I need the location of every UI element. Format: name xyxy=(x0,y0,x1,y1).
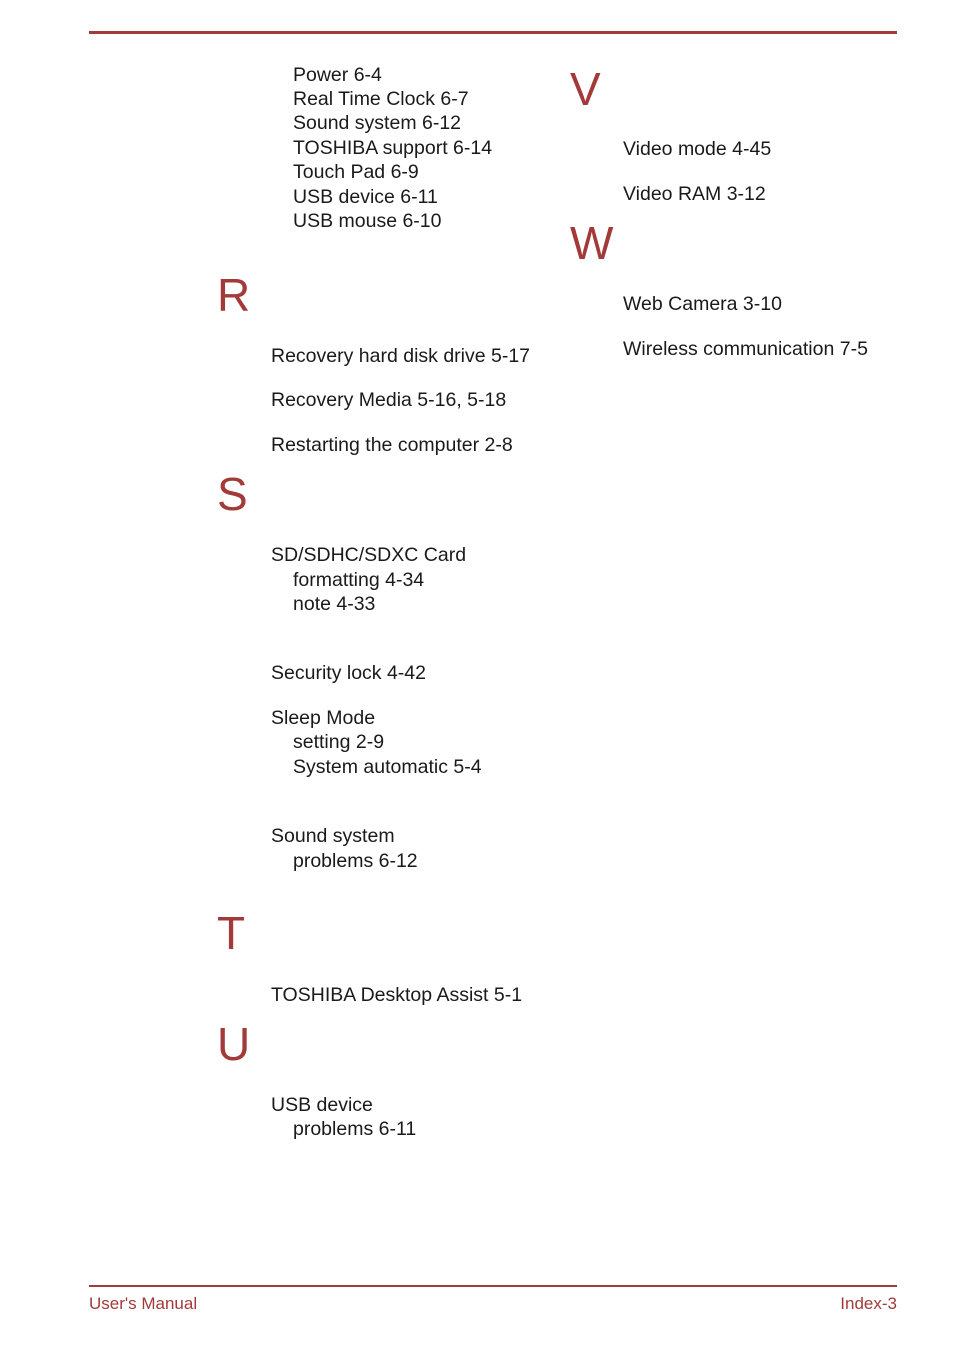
index-entry: Recovery hard disk drive 5-17 xyxy=(271,345,531,367)
header-rule xyxy=(89,31,897,34)
index-entry: Wireless communication 7-5 xyxy=(623,338,868,360)
index-subentry: problems 6-11 xyxy=(293,1118,417,1140)
section-letter-t: T xyxy=(217,907,246,959)
index-subentry: Power 6-4 xyxy=(293,64,382,86)
index-entry: USB device xyxy=(271,1094,373,1116)
index-subentry: TOSHIBA support 6-14 xyxy=(293,137,493,159)
index-entry: Web Camera 3-10 xyxy=(623,293,782,315)
footer-page-number: Index-3 xyxy=(840,1294,897,1313)
index-subentry: USB device 6-11 xyxy=(293,186,438,208)
index-entry: SD/SDHC/SDXC Card xyxy=(271,544,467,566)
section-letter-u: U xyxy=(217,1018,251,1070)
index-subentry: Sound system 6-12 xyxy=(293,112,462,134)
index-subentry: setting 2-9 xyxy=(293,731,385,753)
index-entry: Video mode 4-45 xyxy=(623,138,772,160)
index-subentry: problems 6-12 xyxy=(293,850,418,872)
index-subentry: Touch Pad 6-9 xyxy=(293,161,419,183)
section-letter-r: R xyxy=(217,269,251,321)
index-entry: Security lock 4-42 xyxy=(271,662,426,684)
footer-rule xyxy=(89,1285,897,1287)
index-entry: Sound system xyxy=(271,825,395,847)
index-entry: Recovery Media 5-16, 5-18 xyxy=(271,389,507,411)
index-subentry: USB mouse 6-10 xyxy=(293,210,442,232)
footer-manual-title: User's Manual xyxy=(89,1294,198,1313)
index-entry: Sleep Mode xyxy=(271,707,376,729)
index-subentry: Real Time Clock 6-7 xyxy=(293,88,469,110)
index-entry: TOSHIBA Desktop Assist 5-1 xyxy=(271,984,523,1006)
section-letter-v: V xyxy=(570,63,601,115)
section-letter-w: W xyxy=(570,217,614,269)
index-subentry: note 4-33 xyxy=(293,593,376,615)
index-entry: Restarting the computer 2-8 xyxy=(271,434,513,456)
index-subentry: System automatic 5-4 xyxy=(293,756,482,778)
section-letter-s: S xyxy=(217,468,248,520)
index-subentry: formatting 4-34 xyxy=(293,569,425,591)
index-entry: Video RAM 3-12 xyxy=(623,183,766,205)
